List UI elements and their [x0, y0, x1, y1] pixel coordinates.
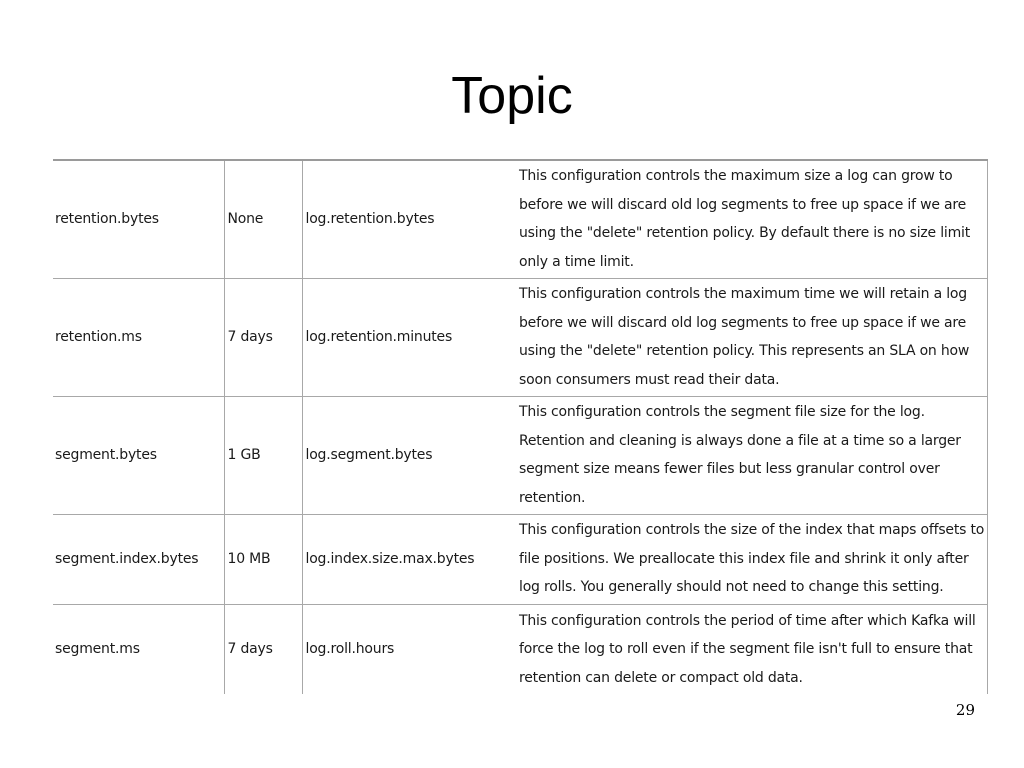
server-property: log.roll.hours	[302, 604, 516, 694]
server-property: log.retention.bytes	[302, 160, 516, 278]
description-line: segment size means fewer files but less granular control over	[519, 461, 940, 477]
slide-title: Topic	[451, 67, 573, 125]
description-line: This configuration controls the maximum size a log can grow to	[519, 168, 953, 185]
description-line: only a time limit.	[519, 253, 634, 270]
description-line: This configuration controls the maximum time we will retain a log	[519, 286, 967, 302]
default-value: 7 days	[224, 278, 302, 396]
page-number: 29	[955, 701, 975, 719]
table-row	[53, 514, 987, 604]
config-name: retention.ms	[53, 278, 224, 396]
config-description	[516, 604, 987, 694]
description-line: using the "delete" retention policy. This represents an SLA on how	[519, 343, 970, 359]
topic-config-table	[53, 159, 988, 694]
server-property: log.segment.bytes	[302, 396, 516, 514]
config-description	[516, 396, 987, 514]
description-line: This configuration controls the size of the index that maps offsets to	[519, 522, 985, 539]
config-description	[516, 514, 987, 604]
config-name: segment.ms	[53, 604, 224, 694]
table-row	[53, 278, 987, 396]
config-description	[516, 278, 987, 396]
description-line: This configuration controls the period of time after which Kafka will	[519, 612, 976, 629]
default-value: 7 days	[224, 604, 302, 694]
description-line: before we will discard old log segments to free up space if we are	[519, 314, 967, 331]
default-value: 1 GB	[224, 396, 302, 514]
description-line: retention can delete or compact old data.	[519, 669, 803, 686]
table-row	[53, 604, 987, 694]
config-name: segment.index.bytes	[53, 514, 224, 604]
config-description	[516, 160, 987, 278]
config-name: segment.bytes	[53, 396, 224, 514]
description-line: This configuration controls the segment file size for the log.	[519, 404, 925, 420]
description-line: force the log to roll even if the segment file isn't full to ensure that	[519, 641, 973, 657]
description-line: before we will discard old log segments to free up space if we are	[519, 196, 967, 213]
description-line: retention.	[519, 489, 586, 506]
server-property: log.index.size.max.bytes	[302, 514, 516, 604]
table-row	[53, 396, 987, 514]
default-value: 10 MB	[224, 514, 302, 604]
description-line: Retention and cleaning is always done a file at a time so a larger	[519, 432, 961, 449]
description-line: file positions. We preallocate this index file and shrink it only after	[519, 550, 969, 567]
description-line: log rolls. You generally should not need to change this setting.	[519, 579, 944, 596]
config-name: retention.bytes	[53, 160, 224, 278]
description-line: soon consumers must read their data.	[519, 371, 780, 388]
description-line: using the "delete" retention policy. By default there is no size limit	[519, 225, 971, 242]
table-row	[53, 160, 987, 278]
server-property: log.retention.minutes	[302, 278, 516, 396]
default-value: None	[224, 160, 302, 278]
